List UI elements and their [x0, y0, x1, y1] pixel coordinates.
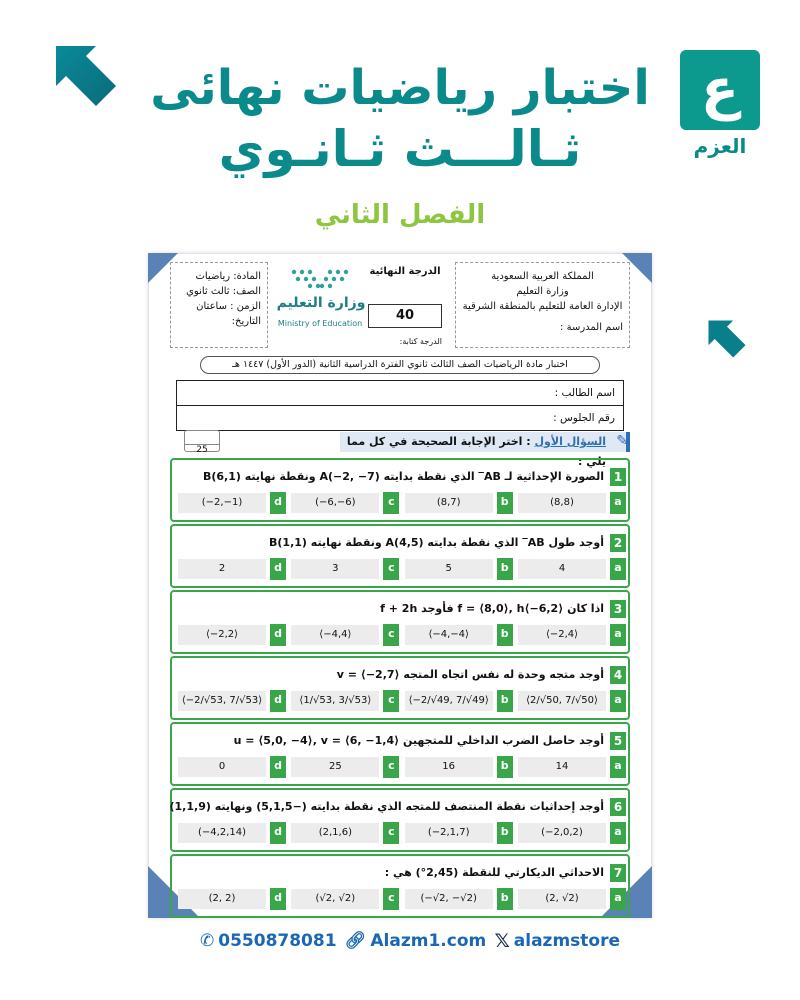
country-label: المملكة العربية السعودية — [491, 271, 594, 282]
answer-option[interactable] — [291, 888, 399, 910]
option-letter: b — [497, 756, 513, 778]
option-value: ⟨−2/√53, 7/√53⟩ — [178, 691, 266, 711]
option-letter: a — [610, 492, 626, 514]
answer-option[interactable] — [405, 624, 513, 646]
ministry-label: وزارة التعليم — [516, 286, 569, 297]
answer-option[interactable] — [405, 888, 513, 910]
final-grade-label: الدرجة النهائية — [369, 266, 441, 277]
question-number: 5 — [610, 732, 626, 750]
option-value: ⟨−4,−4⟩ — [405, 625, 493, 645]
option-value: 4 — [518, 559, 606, 579]
brand-letter: ع — [680, 50, 760, 130]
phone-number: 0550878081 — [218, 931, 337, 951]
option-value: (−2,0,2) — [518, 823, 606, 843]
answer-option[interactable] — [405, 822, 513, 844]
arrow-up-left-icon — [52, 42, 120, 110]
option-value: ⟨−2,4⟩ — [518, 625, 606, 645]
question-number: 2 — [610, 534, 626, 552]
option-value: ⟨−2,2⟩ — [178, 625, 266, 645]
option-letter: c — [383, 690, 399, 712]
option-letter: a — [610, 624, 626, 646]
option-value: ⟨2/√50, 7/√50⟩ — [518, 691, 606, 711]
question-text: اذا كان f = ⟨8,0⟩, h⟨−6,2⟩ فأوجد f + 2h — [380, 602, 604, 615]
option-letter: b — [497, 492, 513, 514]
answer-option[interactable] — [178, 756, 286, 778]
option-value: (√2, √2) — [291, 889, 379, 909]
option-value: 25 — [291, 757, 379, 777]
question-card — [170, 722, 630, 786]
question-number: 4 — [610, 666, 626, 684]
grade-in-words-label: الدرجة كتابة: — [399, 337, 442, 346]
option-letter: b — [497, 558, 513, 580]
brand-logo — [680, 50, 760, 158]
option-value: ⟨1/√53, 3/√53⟩ — [291, 691, 379, 711]
option-value: 0 — [178, 757, 266, 777]
question-text: أوجد إحداثيات نقطة المنتصف للمتجه الذي نقطة بدايته (−5,1,5) ونهايته (1,1,9) — [169, 800, 604, 813]
brand-name: العزم — [693, 134, 747, 158]
option-value: 5 — [405, 559, 493, 579]
website-url: Alazm1.com — [370, 931, 487, 951]
answer-option[interactable] — [291, 822, 399, 844]
student-name-field[interactable]: اسم الطالب : — [176, 380, 624, 406]
pencil-icon: ✎ — [616, 433, 628, 449]
main-title-line2: ثـالـــث ثـانـوي — [218, 120, 582, 178]
answer-option[interactable] — [518, 756, 626, 778]
question-number: 3 — [610, 600, 626, 618]
option-letter: a — [610, 756, 626, 778]
option-value: (2,1,6) — [291, 823, 379, 843]
option-letter: a — [610, 888, 626, 910]
question-text: الصورة الإحداثية لـ AB‾ الذي نقطة بدايته A(−2, −7) ونقطة نهايته B(6,1) — [202, 470, 604, 483]
answer-options — [178, 492, 626, 514]
x-handle-link[interactable] — [494, 930, 620, 952]
answer-option[interactable] — [178, 888, 286, 910]
option-letter: a — [610, 822, 626, 844]
option-letter: d — [270, 492, 286, 514]
option-value: (8,8) — [518, 493, 606, 513]
option-value: ⟨−4,4⟩ — [291, 625, 379, 645]
answer-options — [178, 690, 626, 712]
footer-contacts — [200, 928, 620, 954]
question-card — [170, 524, 630, 588]
question-card — [170, 458, 630, 522]
answer-option[interactable] — [291, 492, 399, 514]
option-value: ⟨−2/√49, 7/√49⟩ — [405, 691, 493, 711]
option-letter: c — [383, 624, 399, 646]
option-value: (−2,−1) — [178, 493, 266, 513]
option-letter: c — [383, 492, 399, 514]
option-letter: d — [270, 690, 286, 712]
answer-options — [178, 558, 626, 580]
section-heading — [340, 432, 630, 468]
option-letter: b — [497, 888, 513, 910]
section-heading-title: السؤال الأول — [534, 435, 606, 448]
option-letter: a — [610, 690, 626, 712]
question-card — [170, 788, 630, 852]
answer-option[interactable] — [405, 558, 513, 580]
section-score: 25 — [184, 444, 220, 455]
option-value: (8,7) — [405, 493, 493, 513]
option-value: 14 — [518, 757, 606, 777]
date-label: التاريخ: — [231, 316, 261, 327]
answer-options — [178, 756, 626, 778]
option-letter: a — [610, 558, 626, 580]
answer-option[interactable] — [291, 690, 399, 712]
question-card — [170, 590, 630, 654]
option-value: (−2,1,7) — [405, 823, 493, 843]
answer-option[interactable] — [291, 624, 399, 646]
phone-icon: ✆ — [200, 931, 215, 951]
website-link[interactable] — [345, 931, 486, 951]
question-text: أوجد متجه وحدة له نفس اتجاه المتجه v = ⟨−2,7⟩ — [336, 668, 604, 681]
answer-option[interactable] — [518, 492, 626, 514]
phone-contact[interactable] — [200, 931, 337, 951]
option-value: 16 — [405, 757, 493, 777]
option-letter: d — [270, 756, 286, 778]
answer-option[interactable] — [291, 558, 399, 580]
answer-option[interactable] — [518, 624, 626, 646]
answer-option[interactable] — [291, 756, 399, 778]
option-value: (−6,−6) — [291, 493, 379, 513]
option-letter: d — [270, 558, 286, 580]
question-text: الاحداثي الديكارتي للنقطة (2,45°) هي : — [384, 866, 604, 879]
option-value: (2, √2) — [518, 889, 606, 909]
question-card — [170, 656, 630, 720]
exam-sheet — [170, 262, 630, 912]
option-value: 2 — [178, 559, 266, 579]
answer-option[interactable] — [405, 492, 513, 514]
arrow-up-left-icon-small — [706, 318, 748, 360]
subject-label: المادة: رياضيات — [195, 271, 261, 282]
option-value: (2, 2) — [178, 889, 266, 909]
link-icon: 🔗︎ — [344, 931, 367, 951]
option-letter: d — [270, 822, 286, 844]
answer-option[interactable] — [518, 822, 626, 844]
question-number: 1 — [610, 468, 626, 486]
answer-option[interactable] — [178, 822, 286, 844]
x-handle: alazmstore — [513, 931, 620, 951]
question-number: 7 — [610, 864, 626, 882]
option-letter: c — [383, 558, 399, 580]
question-text: أوجد طول AB‾ الذي نقطة بدايته A(4,5) ونقطة نهايته B(1,1) — [269, 536, 604, 549]
option-value: (−√2, −√2) — [405, 889, 493, 909]
question-number: 6 — [610, 798, 626, 816]
option-letter: b — [497, 624, 513, 646]
answer-option[interactable] — [405, 690, 513, 712]
section-heading-instruction: : اختر الإجابة الصحيحة في كل مما يلي : — [346, 435, 606, 468]
answer-option[interactable] — [405, 756, 513, 778]
option-letter: b — [497, 822, 513, 844]
duration-label: الزمن : ساعتان — [196, 301, 261, 312]
answer-option[interactable] — [178, 558, 286, 580]
option-letter: c — [383, 888, 399, 910]
grade-and-logo — [272, 262, 452, 348]
grade-level-label: الصف: ثالث ثانوي — [186, 286, 261, 297]
answer-options — [178, 624, 626, 646]
school-info — [455, 262, 630, 348]
option-letter: c — [383, 756, 399, 778]
option-letter: d — [270, 888, 286, 910]
x-logo-icon: 𝕏 — [494, 930, 510, 952]
school-name-label: اسم المدرسة : — [560, 322, 623, 333]
question-text: أوجد حاصل الضرب الداخلي للمتجهين u = ⟨5,0, −4⟩, v = ⟨6, −1,4⟩ — [233, 734, 604, 747]
subtitle: الفصل الثاني — [314, 200, 486, 230]
answer-option[interactable] — [178, 624, 286, 646]
answer-option[interactable] — [178, 492, 286, 514]
answer-option[interactable] — [178, 690, 286, 712]
answer-option[interactable] — [518, 888, 626, 910]
answer-options — [178, 822, 626, 844]
option-letter: d — [270, 624, 286, 646]
ministry-name-ar: وزارة التعليم — [276, 295, 366, 311]
directorate-label: الإدارة العامة للتعليم بالمنطقة الشرقية — [462, 301, 623, 312]
final-grade-value: 40 — [368, 304, 442, 328]
option-value: 3 — [291, 559, 379, 579]
answer-option[interactable] — [518, 558, 626, 580]
exam-title: اختبار مادة الرياضيات الصف الثالث ثانوي الفترة الدراسية الثانية (الدور الأول) ١٤٤٧ هـ — [200, 356, 600, 374]
seat-number-field[interactable]: رقم الجلوس : — [176, 405, 624, 431]
ministry-name-en: Ministry of Education — [277, 319, 363, 328]
main-title: اختبار رياضيات نهائى — [150, 60, 650, 116]
option-value: (−4,2,14) — [178, 823, 266, 843]
answer-options — [178, 888, 626, 910]
subject-info — [170, 262, 268, 348]
question-card — [170, 854, 630, 918]
option-letter: b — [497, 690, 513, 712]
option-letter: c — [383, 822, 399, 844]
answer-option[interactable] — [518, 690, 626, 712]
